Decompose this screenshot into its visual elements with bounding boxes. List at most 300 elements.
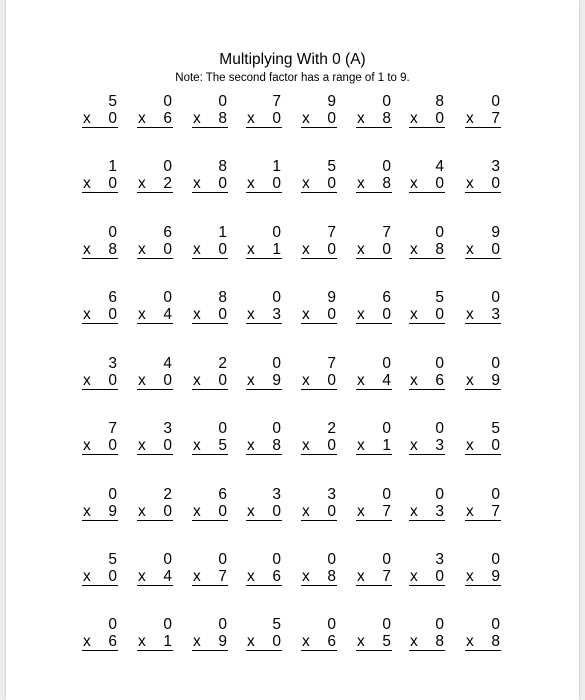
multiply-sign: x: [193, 110, 201, 127]
first-factor: 6: [218, 486, 227, 503]
first-factor: 0: [108, 486, 117, 503]
second-factor-line: [246, 306, 282, 324]
first-factor: 0: [218, 420, 227, 437]
multiply-sign: x: [466, 241, 474, 258]
first-factor: 0: [327, 551, 336, 568]
second-factor: 1: [272, 241, 281, 258]
second-factor-line: [465, 110, 501, 128]
multiply-sign: x: [193, 306, 201, 323]
multiply-sign: x: [83, 437, 91, 454]
multiply-sign: x: [410, 503, 418, 520]
first-factor: 0: [435, 486, 444, 503]
multiplication-problem: [301, 355, 337, 390]
second-factor: 0: [108, 110, 117, 127]
multiply-sign: x: [410, 175, 418, 192]
multiply-sign: x: [193, 503, 201, 520]
multiplication-problem: [356, 158, 392, 193]
second-factor: 7: [218, 568, 227, 585]
multiply-sign: x: [138, 503, 146, 520]
second-factor: 0: [435, 568, 444, 585]
second-factor-line: [246, 633, 282, 651]
multiplication-problem: [356, 486, 392, 521]
second-factor-line: [356, 437, 392, 455]
second-factor: 9: [108, 503, 117, 520]
multiply-sign: x: [83, 633, 91, 650]
multiplication-problem: [137, 616, 173, 651]
second-factor-line: [246, 372, 282, 390]
multiplication-problem: [246, 93, 282, 128]
multiply-sign: x: [466, 633, 474, 650]
multiplication-problem: [192, 355, 228, 390]
multiplication-problem: [137, 158, 173, 193]
second-factor: 0: [218, 372, 227, 389]
first-factor: 9: [491, 224, 500, 241]
first-factor: 0: [163, 289, 172, 306]
second-factor: 4: [163, 568, 172, 585]
first-factor: 0: [435, 355, 444, 372]
first-factor: 0: [491, 551, 500, 568]
second-factor: 5: [218, 437, 227, 454]
first-factor: 1: [272, 158, 281, 175]
first-factor: 0: [218, 551, 227, 568]
first-factor: 0: [272, 289, 281, 306]
multiply-sign: x: [466, 568, 474, 585]
second-factor-line: [82, 110, 118, 128]
second-factor: 8: [382, 175, 391, 192]
multiplication-problem: [465, 158, 501, 193]
multiply-sign: x: [138, 306, 146, 323]
multiply-sign: x: [410, 633, 418, 650]
second-factor: 6: [163, 110, 172, 127]
first-factor: 0: [382, 93, 391, 110]
second-factor-line: [192, 633, 228, 651]
second-factor-line: [137, 175, 173, 193]
first-factor: 7: [108, 420, 117, 437]
first-factor: 7: [327, 224, 336, 241]
multiply-sign: x: [302, 241, 310, 258]
second-factor-line: [409, 633, 445, 651]
multiplication-problem: [246, 158, 282, 193]
multiply-sign: x: [410, 306, 418, 323]
second-factor-line: [409, 241, 445, 259]
first-factor: 3: [272, 486, 281, 503]
multiplication-problem: [465, 616, 501, 651]
second-factor: 0: [327, 241, 336, 258]
multiplication-problem: [465, 224, 501, 259]
multiply-sign: x: [410, 568, 418, 585]
multiply-sign: x: [193, 372, 201, 389]
multiply-sign: x: [193, 175, 201, 192]
multiply-sign: x: [83, 175, 91, 192]
first-factor: 0: [163, 616, 172, 633]
first-factor: 5: [272, 616, 281, 633]
second-factor: 4: [163, 306, 172, 323]
multiplication-problem: [246, 551, 282, 586]
multiply-sign: x: [247, 175, 255, 192]
second-factor-line: [82, 437, 118, 455]
first-factor: 4: [163, 355, 172, 372]
first-factor: 0: [491, 616, 500, 633]
second-factor: 9: [491, 568, 500, 585]
first-factor: 0: [382, 355, 391, 372]
second-factor-line: [192, 110, 228, 128]
multiplication-problem: [246, 355, 282, 390]
second-factor-line: [465, 306, 501, 324]
multiply-sign: x: [357, 633, 365, 650]
second-factor-line: [137, 437, 173, 455]
multiplication-problem: [192, 158, 228, 193]
second-factor-line: [246, 110, 282, 128]
second-factor: 7: [382, 503, 391, 520]
multiplication-problem: [192, 486, 228, 521]
second-factor: 0: [108, 437, 117, 454]
first-factor: 0: [108, 616, 117, 633]
problem-grid: [6, 0, 579, 700]
first-factor: 0: [491, 355, 500, 372]
second-factor: 3: [435, 503, 444, 520]
multiply-sign: x: [410, 110, 418, 127]
multiplication-problem: [409, 355, 445, 390]
second-factor: 6: [108, 633, 117, 650]
second-factor: 0: [491, 241, 500, 258]
multiplication-problem: [409, 224, 445, 259]
first-factor: 2: [218, 355, 227, 372]
multiply-sign: x: [83, 241, 91, 258]
multiply-sign: x: [357, 306, 365, 323]
first-factor: 5: [108, 551, 117, 568]
first-factor: 0: [382, 158, 391, 175]
second-factor-line: [192, 306, 228, 324]
multiplication-problem: [409, 289, 445, 324]
multiplication-problem: [82, 486, 118, 521]
multiplication-problem: [356, 289, 392, 324]
multiplication-problem: [246, 289, 282, 324]
second-factor: 0: [218, 306, 227, 323]
first-factor: 0: [435, 224, 444, 241]
second-factor-line: [137, 110, 173, 128]
multiplication-problem: [356, 616, 392, 651]
first-factor: 0: [163, 93, 172, 110]
second-factor-line: [465, 372, 501, 390]
second-factor-line: [137, 241, 173, 259]
second-factor-line: [356, 372, 392, 390]
second-factor: 8: [435, 633, 444, 650]
first-factor: 5: [435, 289, 444, 306]
multiplication-problem: [301, 486, 337, 521]
multiply-sign: x: [138, 437, 146, 454]
first-factor: 8: [218, 289, 227, 306]
second-factor: 0: [327, 503, 336, 520]
second-factor-line: [409, 306, 445, 324]
first-factor: 3: [435, 551, 444, 568]
multiplication-problem: [356, 224, 392, 259]
multiply-sign: x: [466, 306, 474, 323]
multiply-sign: x: [138, 372, 146, 389]
first-factor: 5: [491, 420, 500, 437]
second-factor: 0: [272, 633, 281, 650]
multiply-sign: x: [138, 110, 146, 127]
second-factor: 9: [218, 633, 227, 650]
multiplication-problem: [465, 289, 501, 324]
multiplication-problem: [137, 355, 173, 390]
multiply-sign: x: [302, 503, 310, 520]
multiply-sign: x: [302, 568, 310, 585]
multiplication-problem: [356, 355, 392, 390]
second-factor-line: [301, 306, 337, 324]
second-factor: 0: [163, 372, 172, 389]
multiply-sign: x: [138, 568, 146, 585]
second-factor-line: [465, 568, 501, 586]
second-factor: 0: [163, 241, 172, 258]
second-factor-line: [192, 175, 228, 193]
second-factor: 0: [327, 372, 336, 389]
second-factor-line: [465, 175, 501, 193]
second-factor-line: [301, 110, 337, 128]
second-factor: 8: [327, 568, 336, 585]
first-factor: 0: [218, 93, 227, 110]
multiply-sign: x: [247, 241, 255, 258]
second-factor: 0: [327, 175, 336, 192]
multiplication-problem: [137, 224, 173, 259]
multiply-sign: x: [466, 503, 474, 520]
second-factor-line: [356, 110, 392, 128]
multiplication-problem: [465, 551, 501, 586]
multiplication-problem: [409, 158, 445, 193]
second-factor: 0: [491, 437, 500, 454]
first-factor: 6: [382, 289, 391, 306]
second-factor: 8: [491, 633, 500, 650]
second-factor-line: [409, 110, 445, 128]
second-factor: 0: [327, 437, 336, 454]
second-factor-line: [192, 568, 228, 586]
second-factor-line: [82, 372, 118, 390]
first-factor: 3: [108, 355, 117, 372]
second-factor: 0: [272, 175, 281, 192]
first-factor: 0: [163, 158, 172, 175]
second-factor: 6: [272, 568, 281, 585]
multiply-sign: x: [247, 503, 255, 520]
first-factor: 7: [272, 93, 281, 110]
second-factor: 0: [108, 372, 117, 389]
second-factor: 0: [327, 306, 336, 323]
second-factor-line: [301, 437, 337, 455]
multiplication-problem: [409, 93, 445, 128]
first-factor: 0: [435, 420, 444, 437]
first-factor: 3: [163, 420, 172, 437]
second-factor-line: [356, 306, 392, 324]
second-factor-line: [356, 503, 392, 521]
first-factor: 0: [491, 289, 500, 306]
second-factor-line: [409, 568, 445, 586]
second-factor: 0: [382, 241, 391, 258]
first-factor: 0: [163, 551, 172, 568]
multiply-sign: x: [357, 503, 365, 520]
multiplication-problem: [246, 486, 282, 521]
second-factor: 6: [327, 633, 336, 650]
second-factor-line: [82, 241, 118, 259]
multiply-sign: x: [193, 633, 201, 650]
multiplication-problem: [82, 93, 118, 128]
multiplication-problem: [137, 93, 173, 128]
second-factor: 0: [491, 175, 500, 192]
multiply-sign: x: [193, 437, 201, 454]
first-factor: 0: [272, 355, 281, 372]
multiply-sign: x: [247, 633, 255, 650]
first-factor: 8: [218, 158, 227, 175]
second-factor-line: [82, 503, 118, 521]
multiplication-problem: [137, 486, 173, 521]
multiplication-problem: [356, 93, 392, 128]
multiply-sign: x: [302, 633, 310, 650]
multiplication-problem: [192, 93, 228, 128]
second-factor: 0: [272, 503, 281, 520]
multiplication-problem: [82, 224, 118, 259]
second-factor: 5: [382, 633, 391, 650]
second-factor: 8: [218, 110, 227, 127]
second-factor-line: [246, 241, 282, 259]
first-factor: 0: [382, 420, 391, 437]
multiplication-problem: [465, 355, 501, 390]
second-factor-line: [137, 503, 173, 521]
multiplication-problem: [409, 486, 445, 521]
multiply-sign: x: [466, 175, 474, 192]
first-factor: 0: [491, 93, 500, 110]
second-factor-line: [137, 633, 173, 651]
first-factor: 0: [218, 616, 227, 633]
second-factor: 1: [163, 633, 172, 650]
multiply-sign: x: [247, 568, 255, 585]
multiplication-problem: [301, 158, 337, 193]
multiplication-problem: [409, 420, 445, 455]
multiplication-problem: [246, 420, 282, 455]
multiply-sign: x: [302, 372, 310, 389]
first-factor: 0: [108, 224, 117, 241]
second-factor: 8: [272, 437, 281, 454]
multiplication-problem: [192, 616, 228, 651]
second-factor-line: [137, 372, 173, 390]
first-factor: 7: [327, 355, 336, 372]
multiplication-problem: [246, 616, 282, 651]
first-factor: 9: [327, 93, 336, 110]
second-factor-line: [409, 503, 445, 521]
multiplication-problem: [409, 551, 445, 586]
first-factor: 0: [382, 551, 391, 568]
second-factor-line: [246, 568, 282, 586]
multiplication-problem: [301, 289, 337, 324]
multiply-sign: x: [357, 175, 365, 192]
second-factor-line: [465, 241, 501, 259]
second-factor-line: [82, 568, 118, 586]
second-factor-line: [356, 568, 392, 586]
multiply-sign: x: [138, 241, 146, 258]
multiply-sign: x: [247, 306, 255, 323]
multiplication-problem: [301, 93, 337, 128]
second-factor: 8: [108, 241, 117, 258]
multiply-sign: x: [247, 372, 255, 389]
second-factor-line: [356, 241, 392, 259]
second-factor: 0: [218, 503, 227, 520]
second-factor: 0: [435, 175, 444, 192]
multiply-sign: x: [357, 372, 365, 389]
second-factor-line: [192, 372, 228, 390]
second-factor-line: [192, 503, 228, 521]
worksheet-title: Multiplying With 0 (A): [219, 51, 366, 68]
second-factor: 6: [435, 372, 444, 389]
multiply-sign: x: [193, 568, 201, 585]
multiplication-problem: [82, 289, 118, 324]
second-factor: 0: [108, 568, 117, 585]
worksheet-page: [6, 0, 579, 700]
multiplication-problem: [82, 551, 118, 586]
second-factor: 1: [382, 437, 391, 454]
first-factor: 0: [382, 616, 391, 633]
multiply-sign: x: [302, 437, 310, 454]
multiply-sign: x: [302, 306, 310, 323]
first-factor: 0: [435, 616, 444, 633]
multiply-sign: x: [410, 241, 418, 258]
multiplication-problem: [246, 224, 282, 259]
second-factor: 3: [435, 437, 444, 454]
second-factor: 8: [382, 110, 391, 127]
multiply-sign: x: [466, 110, 474, 127]
multiply-sign: x: [193, 241, 201, 258]
second-factor: 7: [491, 503, 500, 520]
second-factor-line: [356, 633, 392, 651]
second-factor-line: [246, 175, 282, 193]
first-factor: 1: [218, 224, 227, 241]
multiplication-problem: [409, 616, 445, 651]
second-factor: 0: [272, 110, 281, 127]
second-factor: 4: [382, 372, 391, 389]
multiplication-problem: [192, 289, 228, 324]
second-factor: 0: [435, 110, 444, 127]
second-factor-line: [137, 568, 173, 586]
first-factor: 5: [108, 93, 117, 110]
second-factor: 0: [108, 306, 117, 323]
second-factor: 9: [491, 372, 500, 389]
second-factor: 0: [163, 503, 172, 520]
multiply-sign: x: [357, 241, 365, 258]
multiplication-problem: [465, 486, 501, 521]
first-factor: 0: [272, 420, 281, 437]
second-factor: 8: [435, 241, 444, 258]
first-factor: 7: [382, 224, 391, 241]
multiply-sign: x: [410, 437, 418, 454]
first-factor: 6: [108, 289, 117, 306]
first-factor: 2: [163, 486, 172, 503]
multiply-sign: x: [357, 110, 365, 127]
second-factor: 3: [491, 306, 500, 323]
multiplication-problem: [356, 420, 392, 455]
first-factor: 0: [382, 486, 391, 503]
multiplication-problem: [82, 420, 118, 455]
multiplication-problem: [301, 551, 337, 586]
second-factor-line: [246, 503, 282, 521]
first-factor: 0: [327, 616, 336, 633]
multiplication-problem: [82, 355, 118, 390]
second-factor-line: [409, 175, 445, 193]
multiply-sign: x: [410, 372, 418, 389]
first-factor: 0: [272, 551, 281, 568]
second-factor-line: [82, 306, 118, 324]
multiplication-problem: [356, 551, 392, 586]
multiply-sign: x: [83, 372, 91, 389]
second-factor-line: [301, 503, 337, 521]
first-factor: 5: [327, 158, 336, 175]
second-factor: 3: [272, 306, 281, 323]
multiply-sign: x: [83, 503, 91, 520]
multiplication-problem: [82, 158, 118, 193]
